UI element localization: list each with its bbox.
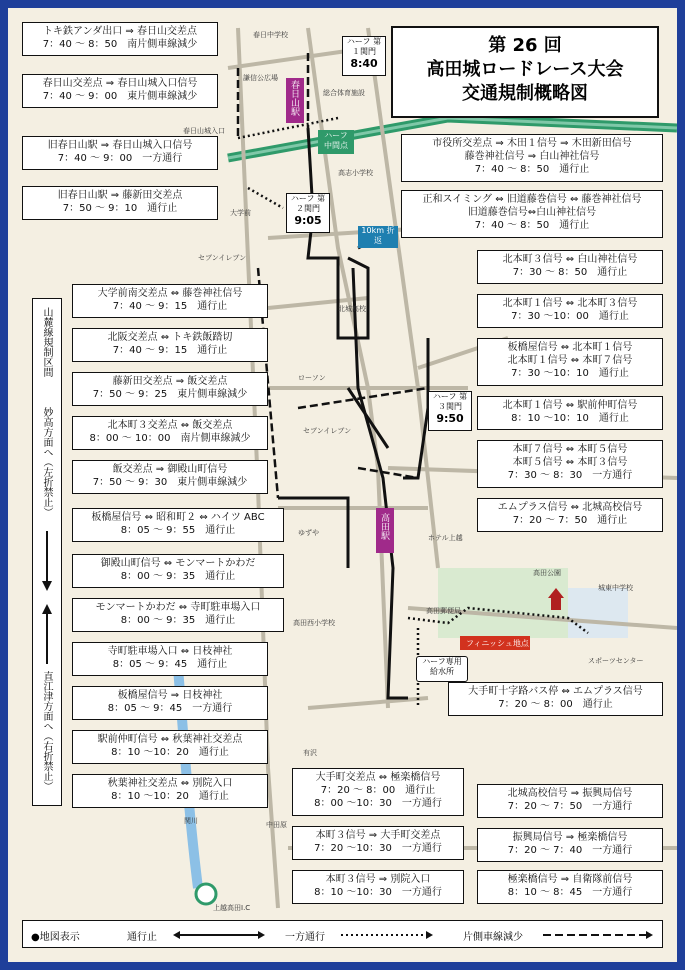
restriction-box xyxy=(477,784,663,818)
legend-lane-reduce-line xyxy=(543,930,653,940)
checkpoint-time: 9:05 xyxy=(294,214,322,227)
restriction-time: 7：40 ～ 9：15 通行止 xyxy=(112,301,228,312)
legend-marker: ●地図表示 xyxy=(31,932,80,943)
restriction-route: 大手町十字路バス停 ⇔ エムプラス信号 xyxy=(468,686,643,697)
restriction-box xyxy=(292,768,464,816)
restriction-route: 飯交差点 ⇒ 御殿山町信号 xyxy=(112,464,228,475)
checkpoint-time: 9:50 xyxy=(436,412,464,425)
takada-station-label: 高田駅 xyxy=(379,513,389,540)
restriction-box xyxy=(292,826,464,860)
restriction-time: 8：10 ～10：20 通行止 xyxy=(111,791,229,802)
restriction-route: 本町３信号 ⇒ 別院入口 xyxy=(325,874,431,885)
restriction-time: 8：10 ～ 8：45 一方通行 xyxy=(507,887,633,898)
restriction-time: 8：10 ～10：30 一方通行 xyxy=(314,887,442,898)
map-label: セブンイレブン xyxy=(198,254,247,262)
map-frame xyxy=(8,8,677,962)
restriction-box xyxy=(72,642,268,676)
restriction-box xyxy=(401,134,663,182)
restriction-time: 8：00 ～ 9：35 通行止 xyxy=(120,615,236,626)
legend-closed: 通行止 xyxy=(127,932,157,943)
map-label: セブンイレブン xyxy=(303,427,352,435)
water-station-line2: 給水所 xyxy=(430,667,454,676)
restriction-box xyxy=(22,74,218,108)
restriction-time: 7：50 ～ 9：10 通行止 xyxy=(62,203,178,214)
map-label: 春日山城入口 xyxy=(183,127,225,135)
restriction-box xyxy=(72,554,284,588)
restriction-time: 7：30 ～ 8：50 通行止 xyxy=(512,267,628,278)
title-line2: 高田城ロードレース大会 xyxy=(426,59,624,80)
restriction-box xyxy=(72,460,268,494)
restriction-route: 本町７信号 ⇔ 本町５信号 xyxy=(512,444,628,455)
restriction-route: 藤巻神社信号 ⇒ 白山神社信号 xyxy=(464,151,600,162)
restriction-box xyxy=(477,828,663,862)
checkpoint-label: ハーフ xyxy=(346,37,371,46)
legend-oneway: 一方通行 xyxy=(285,932,325,943)
map-label: 高田西小学校 xyxy=(293,619,335,627)
restriction-time: 7：20 ～ 8：00 通行止 xyxy=(320,785,436,796)
restriction-box xyxy=(22,186,218,220)
restriction-time: 7：40 ～ 8：50 通行止 xyxy=(474,220,590,231)
interchange-icon xyxy=(196,884,216,904)
restriction-box xyxy=(72,686,268,720)
restriction-box xyxy=(477,250,663,284)
checkpoint-sub: 第１関門 xyxy=(352,37,382,56)
map-label: 謙信公広場 xyxy=(243,74,278,82)
restriction-route: 御殿山町信号 ⇔ モンマートかわだ xyxy=(100,558,256,569)
restriction-time: 7：40 ～ 9：15 通行止 xyxy=(112,345,228,356)
restriction-route: 北本町１信号 ⇔ 本町７信号 xyxy=(507,355,633,366)
restriction-box xyxy=(72,598,284,632)
restriction-time: 7：20 ～ 7：50 一方通行 xyxy=(507,801,633,812)
restriction-box xyxy=(22,136,218,170)
restriction-time: 7：20 ～10：30 一方通行 xyxy=(314,843,442,854)
restriction-route: 板橋屋信号 ⇔ 北本町１信号 xyxy=(507,342,633,353)
restriction-route: 板橋屋信号 ⇔ 昭和町２ ⇔ ハイツ ABC xyxy=(91,512,265,523)
restriction-route: 北本町１信号 ⇔ 北本町３信号 xyxy=(502,298,638,309)
turnaround-sub: 折返 xyxy=(374,226,395,245)
map-label: 有沢 xyxy=(303,749,317,757)
legend-closed-line xyxy=(173,930,265,940)
checkpoint-2-marker xyxy=(286,193,330,233)
restriction-route: 本町３信号 ⇒ 大手町交差点 xyxy=(315,830,441,841)
checkpoint-label: ハーフ xyxy=(432,392,457,401)
restriction-time: 8：00 ～ 9：35 通行止 xyxy=(120,571,236,582)
restriction-route: 大手町交差点 ⇔ 極楽橋信号 xyxy=(315,772,441,783)
restriction-box xyxy=(72,284,268,318)
restriction-route: エムプラス信号 ⇔ 北城高校信号 xyxy=(497,502,643,513)
restriction-time: 7：50 ～ 9：25 東片側車線減少 xyxy=(92,389,248,400)
restriction-route: 北城高校信号 ⇒ 振興局信号 xyxy=(507,788,633,799)
restriction-box xyxy=(72,508,284,542)
restriction-route: 藤新田交差点 ⇒ 飯交差点 xyxy=(112,376,228,387)
restriction-route: 駅前仲町信号 ⇔ 秋葉神社交差点 xyxy=(97,734,243,745)
halfway-label: ハーフ xyxy=(324,131,348,140)
restriction-route: モンマートかわだ ⇔ 寺町駐車場入口 xyxy=(95,602,261,613)
restriction-time: 7：30 ～10：00 通行止 xyxy=(511,311,629,322)
legend-lane-reduce: 片側車線減少 xyxy=(463,932,523,943)
restriction-time: 8：00 ～10：30 一方通行 xyxy=(314,798,442,809)
restriction-route: 市役所交差点 ⇒ 木田１信号 ⇒ 木田新田信号 xyxy=(432,138,632,149)
restriction-box xyxy=(72,416,268,450)
restriction-time: 7：20 ～ 7：50 通行止 xyxy=(512,515,628,526)
restriction-route: 春日山交差点 ⇒ 春日山城入口信号 xyxy=(42,78,198,89)
sidebar-myoko: 妙高方面へ（左折禁止） xyxy=(41,407,52,517)
restriction-box xyxy=(477,396,663,430)
arrow-down-icon xyxy=(40,531,54,591)
restriction-time: 8：05 ～ 9：45 一方通行 xyxy=(107,703,233,714)
checkpoint-3-marker xyxy=(428,391,472,431)
restriction-route: 正和スイミング ⇔ 旧道藤巻信号 ⇔ 藤巻神社信号 xyxy=(422,194,642,205)
map-label: 城東中学校 xyxy=(598,584,633,592)
restriction-route: 振興局信号 ⇒ 極楽橋信号 xyxy=(512,832,628,843)
restriction-box xyxy=(401,190,663,238)
sidebar-regulation xyxy=(32,298,62,806)
restriction-route: 北阪交差点 ⇔ トキ鉄飯踏切 xyxy=(107,332,233,343)
restriction-route: 秋葉神社交差点 ⇔ 別院入口 xyxy=(107,778,233,789)
checkpoint-sub: 第２関門 xyxy=(296,194,326,213)
restriction-time: 8：00 ～ 10：00 南片側車線減少 xyxy=(89,433,251,444)
map-label: 高志小学校 xyxy=(338,169,373,177)
map-label: ホテル上越 xyxy=(428,534,463,542)
restriction-box xyxy=(448,682,663,716)
map-label: 上越高田I.C xyxy=(213,904,251,912)
arrow-up-icon xyxy=(40,604,54,664)
restriction-time: 7：40 ～ 9：00 一方通行 xyxy=(57,153,183,164)
restriction-time: 7：40 ～ 8：50 南片側車線減少 xyxy=(42,39,198,50)
restriction-box xyxy=(477,338,663,386)
map-label: 中田原 xyxy=(266,821,287,829)
restriction-route: 大学前南交差点 ⇔ 藤巻神社信号 xyxy=(97,288,243,299)
restriction-box xyxy=(72,328,268,362)
map-label: 総合体育施設 xyxy=(323,89,365,97)
map-label: ローソン xyxy=(298,374,326,382)
map-label: 高田公園 xyxy=(533,569,561,577)
restriction-time: 7：20 ～ 8：00 通行止 xyxy=(498,699,613,710)
map-label: 北城高校 xyxy=(338,305,366,313)
restriction-box xyxy=(72,774,268,808)
restriction-box xyxy=(72,372,268,406)
restriction-time: 8：05 ～ 9：45 通行止 xyxy=(112,659,228,670)
map-label: 大学前 xyxy=(230,209,251,217)
finish-label: フィニッシュ地点 xyxy=(466,639,529,648)
restriction-box xyxy=(72,730,268,764)
legend xyxy=(22,920,663,948)
restriction-time: 7：40 ～ 8：50 通行止 xyxy=(474,164,590,175)
water-station-label xyxy=(416,656,468,682)
restriction-route: トキ鉄アンダ出口 ⇒ 春日山交差点 xyxy=(43,26,197,37)
checkpoint-time: 8:40 xyxy=(350,57,378,70)
restriction-box xyxy=(477,870,663,904)
restriction-route: 寺町駐車場入口 ⇔ 日枝神社 xyxy=(107,646,233,657)
sidebar-naoetsu: 直江津方面へ（右折禁止） xyxy=(41,671,52,791)
halfway-marker xyxy=(318,130,354,154)
restriction-box xyxy=(477,294,663,328)
map-label: 関川 xyxy=(184,817,198,825)
map-label: スポーツセンター xyxy=(588,657,644,665)
title-line3: 交通規制概略図 xyxy=(462,83,588,104)
restriction-time: 7：30 ～ 8：30 一方通行 xyxy=(507,470,633,481)
title-box xyxy=(391,26,659,118)
checkpoint-1-marker xyxy=(342,36,386,76)
map-label: 高田郵便局 xyxy=(426,607,461,615)
restriction-time: 7：40 ～ 9：00 東片側車線減少 xyxy=(42,91,198,102)
restriction-time: 8：05 ～ 9：55 通行止 xyxy=(120,525,236,536)
restriction-route: 北本町１信号 ⇔ 駅前仲町信号 xyxy=(502,400,638,411)
restriction-time: 7：30 ～10：10 通行止 xyxy=(511,368,629,379)
restriction-time: 7：20 ～ 7：40 一方通行 xyxy=(507,845,633,856)
restriction-route: 板橋屋信号 ⇒ 日枝神社 xyxy=(117,690,223,701)
map-label: ゆずや xyxy=(298,529,319,537)
sidebar-title: 山麓線規制区間 xyxy=(41,307,52,377)
restriction-route: 旧春日山駅 ⇒ 春日山城入口信号 xyxy=(47,140,193,151)
restriction-box xyxy=(22,22,218,56)
legend-oneway-line xyxy=(341,930,433,940)
restriction-time: 8：10 ～10：20 通行止 xyxy=(111,747,229,758)
restriction-box xyxy=(477,440,663,488)
kasugayama-station-label: 春日山駅 xyxy=(289,80,299,116)
restriction-route: 極楽橋信号 ⇒ 自衛隊前信号 xyxy=(507,874,633,885)
restriction-time: 8：10 ～10：10 通行止 xyxy=(511,413,629,424)
checkpoint-label: ハーフ xyxy=(290,194,315,203)
restriction-box xyxy=(477,498,663,532)
turnaround-label xyxy=(358,226,398,248)
turnaround-distance: 10km xyxy=(361,226,385,235)
restriction-route: 北本町３交差点 ⇔ 飯交差点 xyxy=(107,420,233,431)
water-station-line1: ハーフ専用 xyxy=(422,657,462,666)
title-line1: 第 26 回 xyxy=(488,35,562,56)
map-label: 春日中学校 xyxy=(253,31,288,39)
halfway-sub: 中間点 xyxy=(324,141,348,150)
restriction-route: 本町５信号 ⇔ 本町３信号 xyxy=(512,457,628,468)
checkpoint-sub: 第３関門 xyxy=(438,392,468,411)
restriction-time: 7：50 ～ 9：30 東片側車線減少 xyxy=(92,477,248,488)
restriction-route: 旧道藤巻信号⇔白山神社信号 xyxy=(467,207,597,218)
restriction-box xyxy=(292,870,464,904)
restriction-route: 旧春日山駅 ⇒ 藤新田交差点 xyxy=(57,190,183,201)
restriction-route: 北本町３信号 ⇔ 白山神社信号 xyxy=(502,254,638,265)
